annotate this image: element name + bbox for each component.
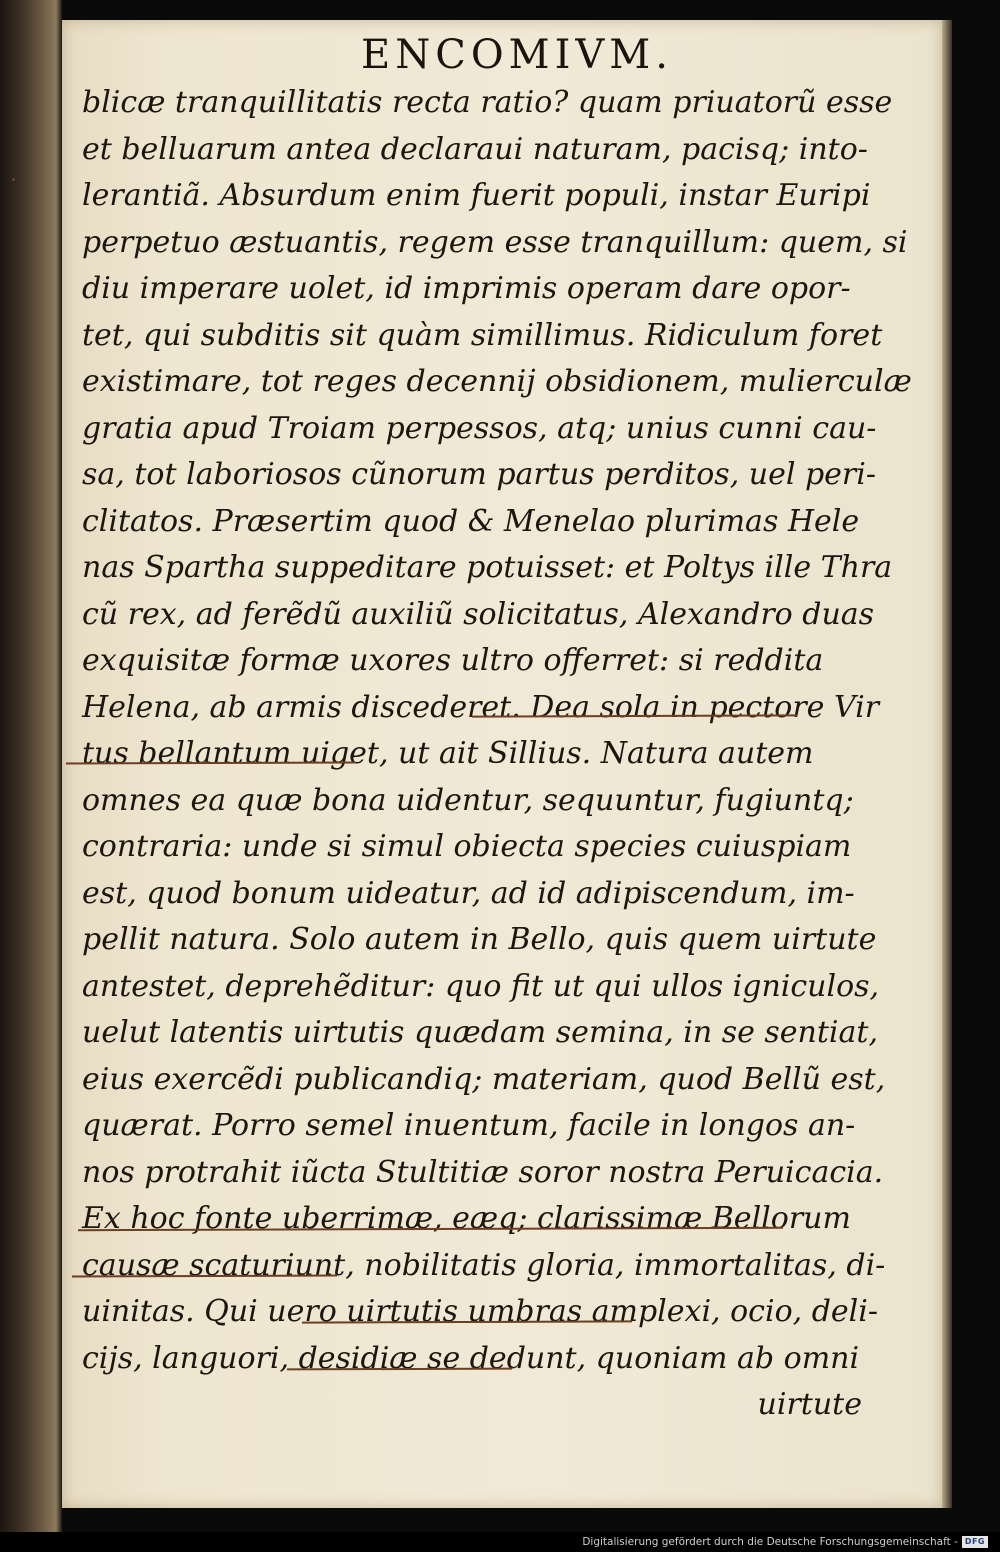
- margin-speck: [12, 178, 15, 181]
- text-line: exquisitæ formæ uxores ultro offerret: si reddita: [82, 643, 824, 678]
- text-line: antestet, deprehẽditur: quo fit ut qui ullos igniculos,: [82, 968, 880, 1004]
- page-right-edge: [942, 20, 952, 1508]
- text-line: Ex hoc fonte uberrimæ, eæq; clarissimæ Bellorum: [82, 1201, 851, 1236]
- running-header: ENCOMIVM.: [361, 32, 673, 78]
- text-line: quærat. Porro semel inuentum, facile in longos an-: [82, 1108, 856, 1143]
- text-line: clitatos. Præsertim quod & Menelao plurimas Hele: [82, 503, 860, 539]
- text-line: causæ scaturiunt, nobilitatis gloria, immortalitas, di-: [82, 1247, 886, 1283]
- text-line: tus bellantum uiget, ut ait Sillius. Natura autem: [82, 736, 814, 771]
- text-line: eius exercẽdi publicandiq; materiam, quod Bellũ est,: [82, 1061, 886, 1097]
- text-line: cijs, languori, desidiæ se dedunt, quoniam ab omni: [82, 1340, 860, 1376]
- text-line: pellit natura. Solo autem in Bello, quis quem uirtute: [82, 922, 877, 957]
- text-line: et belluarum antea declaraui naturam, pacisq; into-: [82, 131, 868, 167]
- dfg-logo: DFG: [962, 1536, 988, 1548]
- text-line: gratia apud Troiam perpessos, atq; unius cunni cau-: [82, 410, 877, 446]
- text-line: perpetuo æstuantis, regem esse tranquillum: quem, si: [82, 224, 908, 260]
- catchword: uirtute: [757, 1387, 862, 1422]
- text-line: nas Spartha suppeditare potuisset: et Poltys ille Thra: [82, 550, 893, 585]
- text-line: sa, tot laboriosos cũnorum partus perditos, uel peri-: [82, 457, 877, 492]
- text-line: uelut latentis uirtutis quædam semina, in se sentiat,: [82, 1015, 878, 1050]
- text-line: Helena, ab armis discederet. Dea sola in pectore Vir: [82, 689, 880, 725]
- text-line: existimare, tot reges decennij obsidionem, mulierculæ: [82, 364, 912, 399]
- text-line: contraria: unde si simul obiecta species cuiuspiam: [82, 829, 852, 864]
- text-line: cũ rex, ad ferẽdũ auxiliũ solicitatus, Alexandro duas: [82, 596, 875, 632]
- funding-credit: Digitalisierung gefördert durch die Deutsche Forschungsgemeinschaft -: [582, 1536, 958, 1548]
- text-line: uinitas. Qui uero uirtutis umbras amplexi, ocio, deli-: [82, 1294, 878, 1329]
- text-line: lerantiã. Absurdum enim fuerit populi, instar Euripi: [82, 178, 871, 213]
- book-page: [62, 20, 942, 1508]
- text-line: est, quod bonum uideatur, ad id adipiscendum, im-: [82, 875, 855, 911]
- text-line: tet, qui subditis sit quàm simillimus. Ridiculum foret: [82, 317, 883, 353]
- digitization-footer: [582, 1535, 988, 1549]
- text-line: blicæ tranquillitatis recta ratio? quam priuatorũ esse: [82, 85, 893, 120]
- text-line: diu imperare uolet, id imprimis operam dare opor-: [82, 271, 851, 306]
- text-line: omnes ea quæ bona uidentur, sequuntur, fugiuntq;: [82, 782, 854, 818]
- text-line: nos protrahit iũcta Stultitiæ soror nostra Peruicacia.: [82, 1154, 884, 1190]
- book-spine-edge: [0, 0, 62, 1532]
